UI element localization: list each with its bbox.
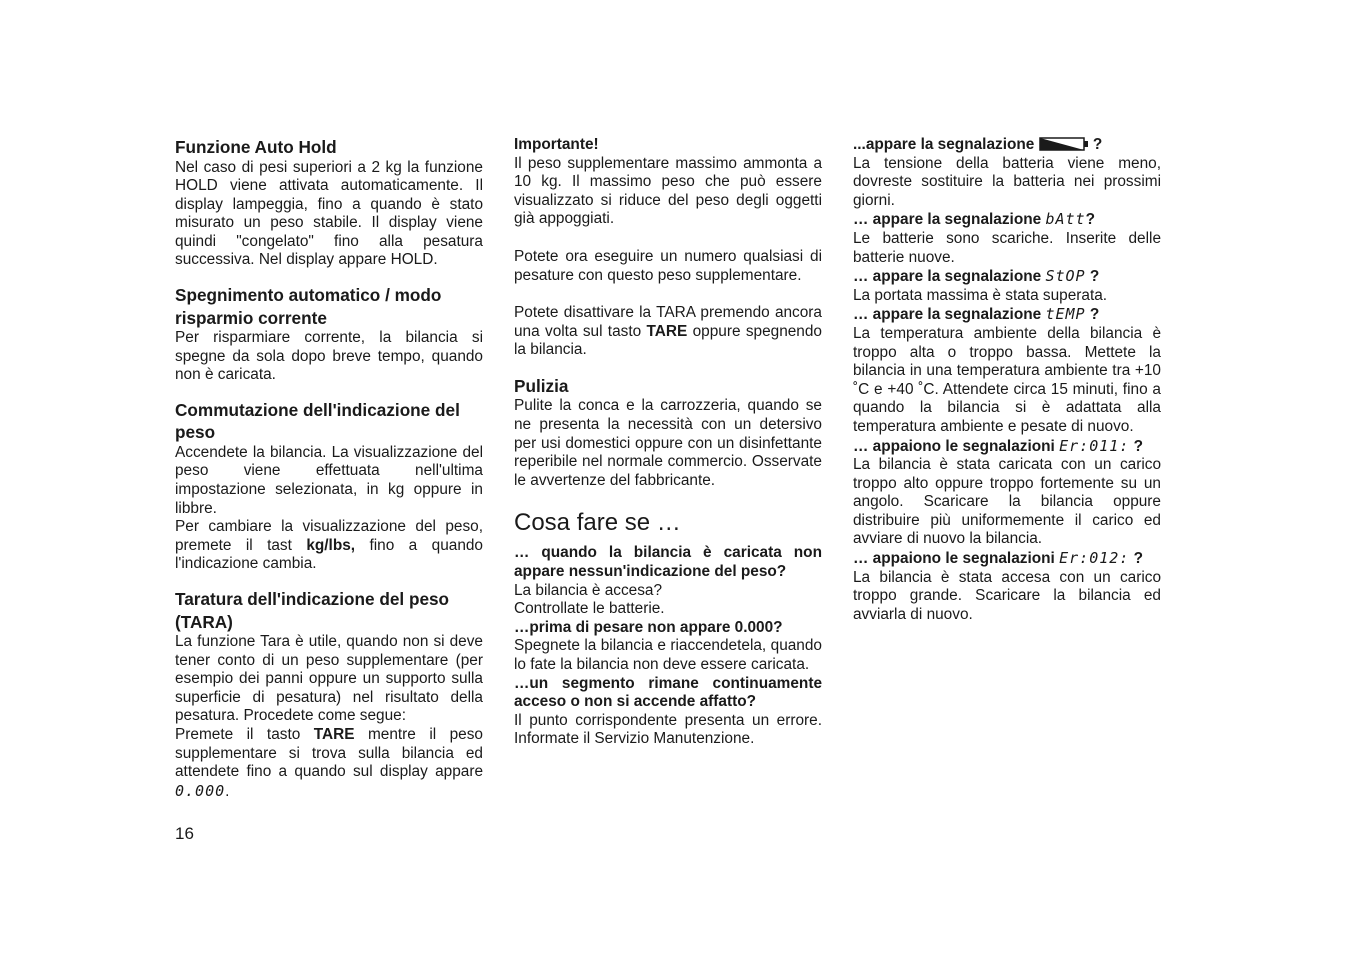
cleaning-text: Pulite la conca e la carrozzeria, quando se ne presenta la necessità con un detersivo per usi domestici oppure con un disinfettante reperibile nel normale commercio. Osservate le avvertenze del fabbricante. — [514, 397, 822, 489]
answer-err12: La bilancia è stata accesa con un carico troppo grande. Scaricare la bilancia ed avviarla di nuovo. — [853, 568, 1161, 623]
zero-display-code: 0.000 — [175, 781, 226, 800]
answer-temp: La temperatura ambiente della bilancia è troppo alta o troppo bassa. Mettete la bilancia in una temperatura ambiente tra +10 ˚C e +40 ˚C. Attendete circa 15 minuti, fino a quando la bilancia si è adattata alla temperatura ambiente e pesate di nuovo. — [853, 324, 1161, 435]
column-right — [853, 136, 1161, 624]
question-err12: … appaiono le segnalazioni Er:012: ? — [853, 549, 1144, 568]
repeat-weighing-text: Potete ora eseguire un numero qualsiasi di pesature con questo peso supplementare. — [514, 247, 822, 284]
disable-tare-text: Potete disattivare la TARA premendo ancora una volta sul tasto TARE oppure spegnendo la bilancia. — [514, 304, 822, 359]
answer-stop: La portata massima è stata superata. — [853, 286, 1108, 304]
question-no-display: … quando la bilancia è caricata non appare nessun'indicazione del peso? — [514, 544, 822, 580]
answer-service: Il punto corrispondente presenta un errore. Informate il Servizio Manutenzione. — [514, 711, 822, 748]
err12-code: Er:012: — [1059, 549, 1130, 568]
tare-key-2: TARE — [646, 322, 688, 340]
tare-heading: Taratura dell'indicazione del peso (TARA) — [175, 589, 450, 632]
question-temp: … appare la segnalazione tEMP ? — [853, 305, 1100, 324]
auto-hold-heading: Funzione Auto Hold — [175, 137, 337, 157]
question-no-zero: …prima di pesare non appare 0.000? — [514, 618, 783, 636]
stop-code: StOP — [1045, 267, 1086, 286]
tare-text-2: Premete il tasto TARE mentre il peso supplementare si trova sulla bilancia ed attendete fino a quando sul display appare 0.000. — [175, 725, 483, 800]
unit-switch-heading: Commutazione dell'indicazione del peso — [175, 399, 460, 443]
answer-is-on: La bilancia è accesa? — [514, 581, 663, 599]
question-batt: … appare la segnalazione bAtt? — [853, 210, 1095, 229]
column-left — [175, 136, 483, 801]
question-stop: … appare la segnalazione StOP ? — [853, 267, 1100, 286]
important-heading: Importante! — [514, 136, 599, 153]
temp-code: tEMP — [1045, 305, 1086, 324]
batt-code: bAtt — [1045, 210, 1086, 229]
auto-hold-text: Nel caso di pesi superiori a 2 kg la funzione HOLD viene attivata automaticamente. Il display lampeggia, fino a quando è stato misurato un peso stabile. Il display viene quindi "congelato" fino alla pesatura successiva. Nel display appare HOLD. — [175, 158, 483, 269]
err11-code: Er:011: — [1059, 436, 1130, 455]
question-err11: … appaiono le segnalazioni Er:011: ? — [853, 436, 1144, 455]
unit-switch-text-2: Per cambiare la visualizzazione del peso, premete il tast kg/lbs, fino a quando l'indicazione cambia. — [175, 518, 483, 573]
auto-off-heading: Spegnimento automatico / modo risparmio corrente — [175, 285, 442, 328]
important-text: Il peso supplementare massimo ammonta a 10 kg. Il massimo peso che può essere visualizzato si riduce del peso degli oggetti già appoggiati. — [514, 154, 822, 228]
page-number: 16 — [175, 824, 194, 843]
troubleshooting-heading: Cosa fare se … — [514, 509, 681, 537]
auto-off-text: Per risparmiare corrente, la bilancia si spegne da sola dopo breve tempo, quando non è caricata. — [175, 329, 483, 384]
low-battery-icon — [1039, 137, 1089, 151]
column-middle — [514, 136, 822, 749]
answer-batt: Le batterie sono scariche. Inserite delle batterie nuove. — [853, 229, 1161, 266]
question-low-battery: ...appare la segnalazione ? — [853, 136, 1103, 153]
question-segment: …un segmento rimane continuamente acceso o non si accende affatto? — [514, 674, 822, 711]
answer-restart: Spegnete la bilancia e riaccendetela, quando lo fate la bilancia non deve essere caricata. — [514, 637, 822, 673]
unit-switch-text-1: Accendete la bilancia. La visualizzazione del peso viene effettuata nell'ultima impostazione selezionata, in kg oppure in libbre. — [175, 443, 483, 517]
tare-text-1: La funzione Tara è utile, quando non si deve tener conto di un peso supplementare (per esempio dei panni oppure un supporto sulla superficie di pesatura) nel risultato della pesatura. Procedete come segue: — [175, 633, 483, 725]
answer-low-battery: La tensione della batteria viene meno, dovreste sostituire la batteria nei prossimi giorni. — [853, 154, 1161, 209]
kg-lbs-key: kg/lbs, — [306, 536, 356, 554]
answer-err11: La bilancia è stata caricata con un carico troppo alto oppure troppo fortemente su un angolo. Scaricare la bilancia oppure distribuire più uniformemente il carico ed avviare di nuovo la bilancia. — [853, 456, 1161, 548]
answer-check-batteries: Controllate le batterie. — [514, 600, 665, 618]
cleaning-heading: Pulizia — [514, 375, 569, 396]
tare-key: TARE — [313, 725, 355, 743]
